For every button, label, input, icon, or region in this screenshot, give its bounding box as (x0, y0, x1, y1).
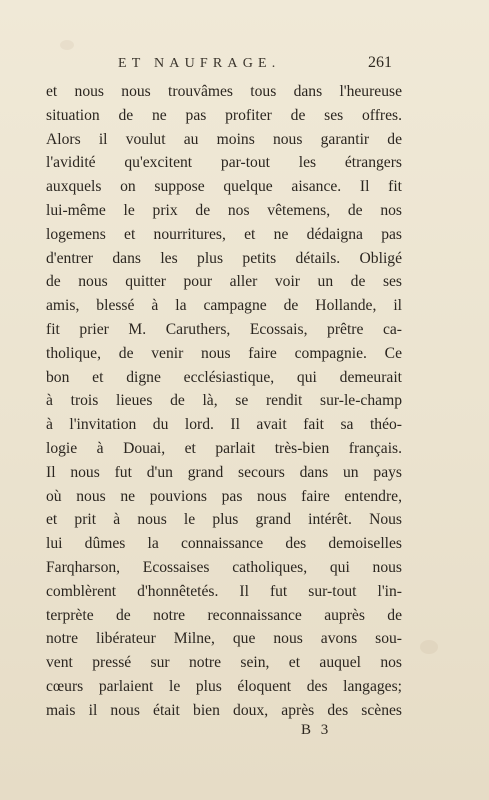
paper-stain (420, 640, 438, 654)
text-line: à l'invitation du lord. Il avait fait sa théo- (46, 416, 402, 434)
text-line: de nous quitter pour aller voir un de ses (46, 273, 402, 291)
text-line: amis, blessé à la campagne de Hollande, il (46, 297, 402, 315)
text-line: cœurs parlaient le plus éloquent des langages; (46, 677, 402, 695)
text-line: terprète de notre reconnaissance auprès de (46, 606, 402, 624)
signature-mark: B 3 (301, 722, 332, 738)
text-line: logemens et nourritures, et ne dédaigna pas (46, 225, 402, 243)
text-line: fit prier M. Caruthers, Ecossais, prêtre ca- (46, 320, 402, 338)
text-line: Alors il voulut au moins nous garantir de (46, 130, 402, 148)
text-line: auxquels on suppose quelque aisance. Il fit (46, 178, 402, 196)
text-line: situation de ne pas profiter de ses offres. (46, 106, 402, 124)
paper-stain (60, 40, 74, 50)
text-line: logie à Douai, et parlait très-bien français. (46, 439, 402, 457)
text-line: d'entrer dans les plus petits détails. Obligé (46, 249, 402, 267)
text-line: mais il nous était bien doux, après des scènes (46, 701, 402, 719)
text-line: bon et digne ecclésiastique, qui demeurait (46, 368, 402, 386)
text-line: lui dûmes la connaissance des demoiselles (46, 535, 402, 553)
text-line: comblèrent d'honnêtetés. Il fut sur-tout l'in- (46, 582, 402, 600)
text-line: vent pressé sur notre sein, et auquel nos (46, 654, 402, 672)
body-text (46, 80, 402, 723)
text-line: et nous nous trouvâmes tous dans l'heureuse (46, 83, 402, 100)
text-line: l'avidité qu'excitent par-tout les étrangers (46, 154, 402, 172)
text-line: notre libérateur Milne, que nous avons sou- (46, 630, 402, 648)
text-line: Il nous fut d'un grand secours dans un pays (46, 463, 402, 481)
text-line: lui-même le prix de nos vêtemens, de nos (46, 201, 402, 219)
text-line: où nous ne pouvions pas nous faire entendre, (46, 487, 402, 505)
text-line: à trois lieues de là, se rendit sur-le-champ (46, 392, 402, 410)
running-head: ET NAUFRAGE. (118, 56, 281, 71)
page-number: 261 (368, 54, 392, 71)
text-line: tholique, de venir nous faire compagnie. Ce (46, 344, 402, 362)
text-line: Farqharson, Ecossaises catholiques, qui nous (46, 558, 402, 576)
text-line: et prit à nous le plus grand intérêt. Nous (46, 511, 402, 529)
